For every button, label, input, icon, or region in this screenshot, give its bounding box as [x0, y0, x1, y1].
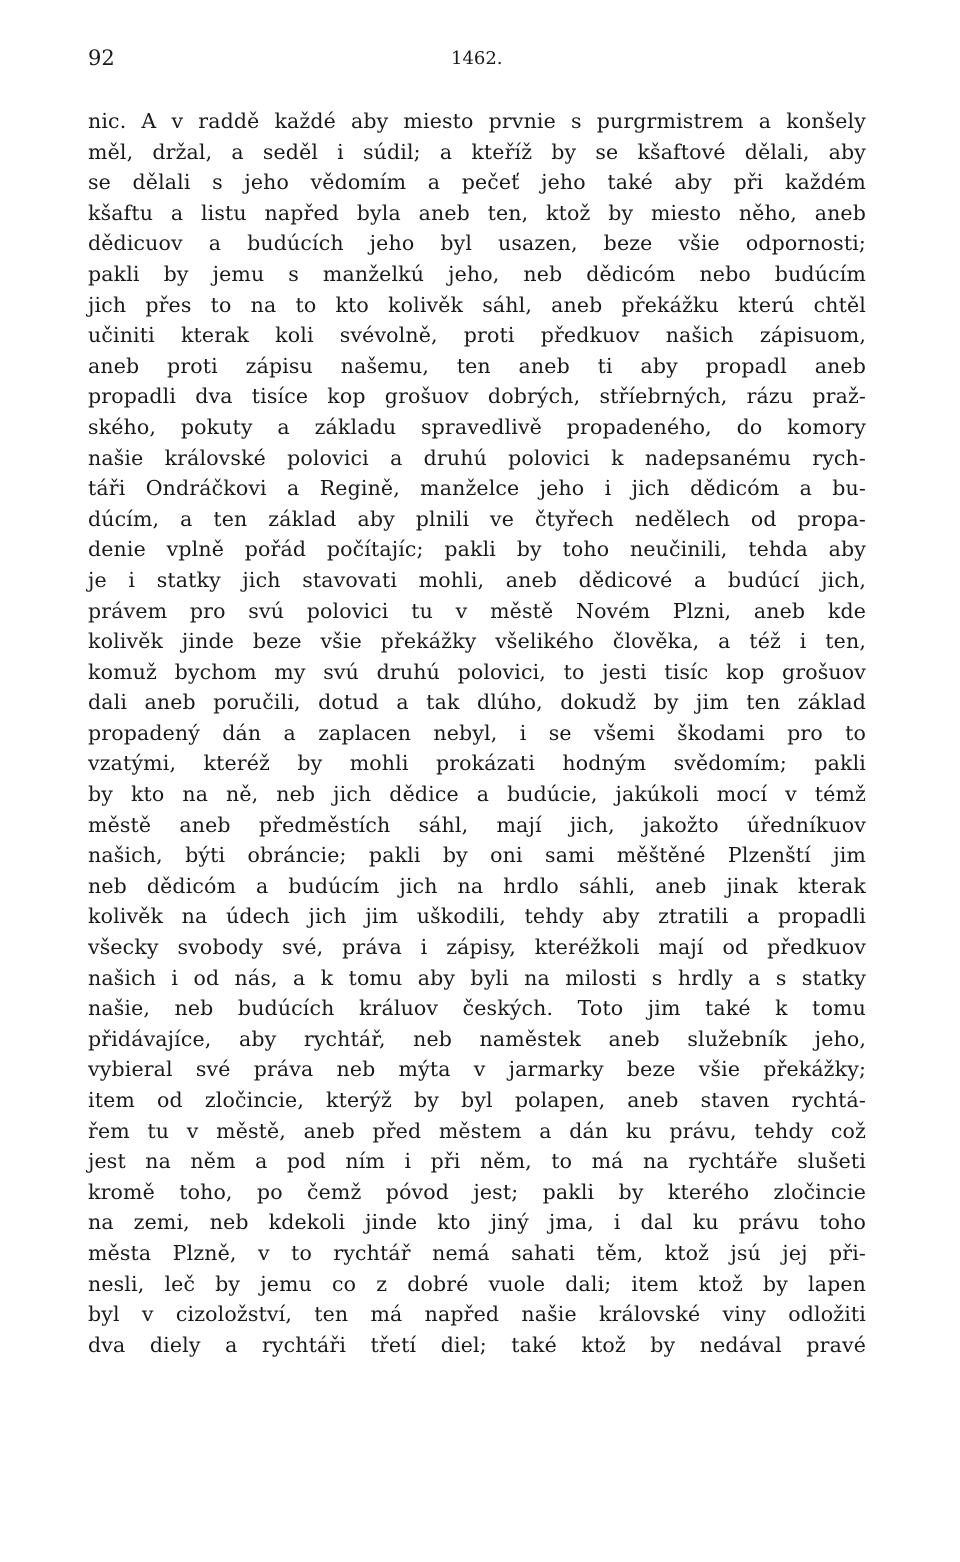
text-line: dúcím, a ten základ aby plnili ve čtyřech nedělech od propa- [88, 506, 866, 531]
text-line: pakli by jemu s manželkú jeho, neb dědicóm nebo budúcím [88, 261, 866, 286]
text-line: nesli, leč by jemu co z dobré vuole dali; item ktož by lapen [88, 1271, 866, 1296]
text-line: jest na něm a pod ním i při něm, to má na rychtáře slušeti [88, 1149, 866, 1174]
text-line: neb dědicóm a budúcím jich na hrdlo sáhli, aneb jinak kterak [88, 873, 866, 898]
text-line: vybieral své práva neb mýta v jarmarky beze všie překážky; [88, 1057, 866, 1082]
text-line: kromě toho, po čemž póvod jest; pakli by kterého zločincie [88, 1179, 866, 1204]
text-line: kšaftu a listu napřed byla aneb ten, ktož by miesto něho, aneb [88, 200, 866, 225]
text-line: města Plzně, v to rychtář nemá sahati těm, ktož jsú jej při- [88, 1240, 866, 1265]
text-line: kolivěk jinde beze všie překážky všelikého člověka, a též i ten, [88, 629, 866, 654]
text-line: přidávajíce, aby rychtář, neb naměstek aneb služebník jeho, [88, 1026, 866, 1051]
text-line: kolivěk na údech jich jim uškodili, tehdy aby ztratili a propadli [88, 904, 866, 929]
text-line: je i statky jich stavovati mohli, aneb dědicové a budúcí jich, [88, 567, 866, 592]
text-line: propadli dva tisíce kop grošuov dobrých, stříebrných, rázu praž- [88, 384, 866, 409]
text-line: našich, býti obráncie; pakli by oni sami měštěné Plzenští jim [88, 843, 866, 868]
text-line: právem pro svú polovici tu v městě Novém Plzni, aneb kde [88, 598, 866, 623]
page-year-heading: 1462. [451, 48, 503, 69]
text-line: se dělali s jeho vědomím a pečeť jeho také aby při každém [88, 170, 866, 195]
text-line: by kto na ně, neb jich dědice a budúcie, jakúkoli mocí v témž [88, 782, 866, 807]
text-line: vzatými, kteréž by mohli prokázati hodným svědomím; pakli [88, 751, 866, 776]
text-line: našich i od nás, a k tomu aby byli na milosti s hrdly a s statky [88, 965, 866, 990]
text-line: jich přes to na to kto kolivěk sáhl, aneb překážku kterú chtěl [88, 292, 866, 317]
text-line: denie vplně pořád počítajíc; pakli by toho neučinili, tehda aby [88, 537, 866, 562]
text-line: našie, neb budúcích králuov českých. Toto jim také k tomu [88, 996, 866, 1021]
page-number: 92 [88, 46, 115, 70]
text-line: učiniti kterak koli svévolně, proti předkuov našich zápisuom, [88, 323, 866, 348]
text-line: nic. A v raddě každé aby miesto prvnie s purgrmistrem a konšely [88, 109, 866, 133]
text-line: propadený dán a zaplacen nebyl, i se všemi škodami pro to [88, 720, 866, 745]
text-line: byl v cizoložství, ten má napřed našie královské viny odložiti [88, 1302, 866, 1327]
text-line: městě aneb předměstích sáhl, mají jich, jakožto úředníkuov [88, 812, 866, 837]
text-line: dva diely a rychtáři třetí diel; také ktož by nedával pravé [88, 1332, 866, 1357]
text-line: dali aneb poručili, dotud a tak dlúho, dokudž by jim ten základ [88, 690, 866, 715]
text-line: táři Ondráčkovi a Regině, manželce jeho i jich dědicóm a bu- [88, 476, 866, 501]
body-text [88, 106, 866, 1360]
text-line: na zemi, neb kdekoli jinde kto jiný jma, i dal ku právu toho [88, 1210, 866, 1235]
text-line: item od zločincie, kterýž by byl polapen, aneb staven rychtá- [88, 1088, 866, 1112]
text-line: řem tu v městě, aneb před městem a dán ku právu, tehdy což [88, 1118, 866, 1143]
text-line: ského, pokuty a základu spravedlivě propadeného, do komory [88, 414, 866, 439]
text-line: našie královské polovici a druhú polovici k nadepsanému rych- [88, 445, 866, 470]
text-line: aneb proti zápisu našemu, ten aneb ti aby propadl aneb [88, 353, 866, 378]
text-line: dědicuov a budúcích jeho byl usazen, beze všie odpornosti; [88, 231, 866, 256]
text-line: měl, držal, a seděl i súdil; a kteříž by se kšaftové dělali, aby [88, 139, 866, 164]
text-line: všecky svobody své, práva i zápisy, kteréžkoli mají od předkuov [88, 935, 866, 960]
text-line: komuž bychom my svú druhú polovici, to jesti tisíc kop grošuov [88, 659, 866, 684]
